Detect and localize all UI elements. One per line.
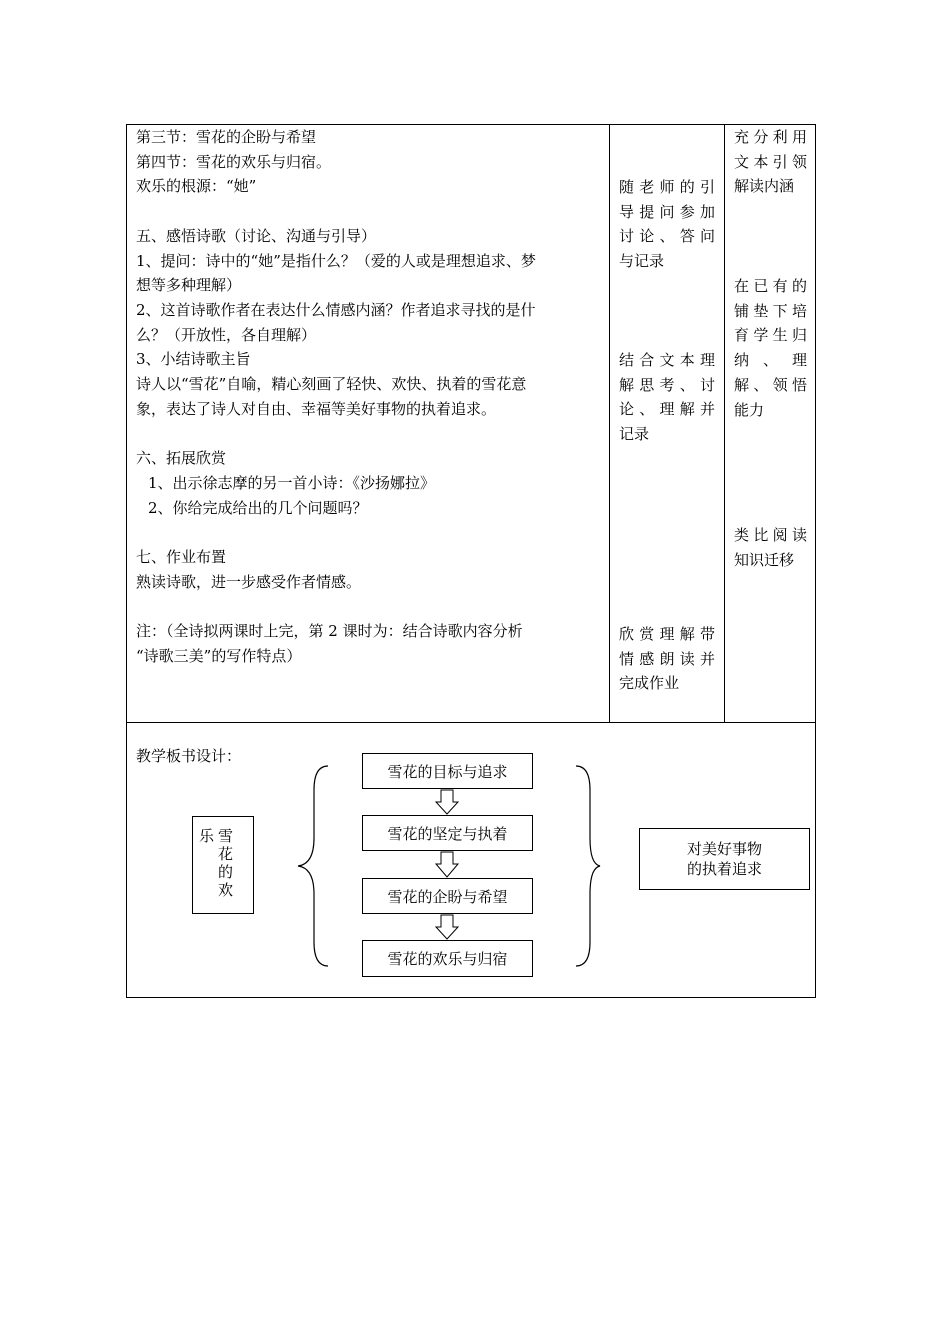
cell-line: 文本引领 [734,152,807,171]
content-line: 熟读诗歌，进一步感受作者情感。 [136,572,362,591]
cell-line: 论、理解并 [619,400,715,419]
content-line: 2、你给完成给出的几个问题吗？ [148,498,368,517]
cell-line: 解读内涵 [734,177,795,196]
left-char-5: 欢 [218,881,234,899]
cell-line: 情感朗读并 [619,649,715,668]
down-arrow-icon-3 [436,915,458,939]
right-brace [576,766,600,966]
board-step-3: 雪花的企盼与希望 [362,878,533,914]
content-line: “诗歌三美”的写作特点） [136,646,302,665]
cell-line: 导提问参加 [619,202,715,221]
content-line: 么？（开放性，各自理解） [136,325,317,344]
down-arrow-icon-1 [436,790,458,814]
down-arrow-icon-2 [436,852,458,877]
cell-line: 类比阅读 [734,526,807,544]
content-line: 1、提问：诗中的“她”是指什么？（爱的人或是理想追求、梦 [136,251,536,270]
content-line: 3、小结诗歌主旨 [136,350,251,369]
cell-line: 与记录 [619,252,665,271]
result-line-2: 的执着追求 [686,860,762,878]
content-line: 2、这首诗歌作者在表达什么情感内涵？作者追求寻找的是什 [136,300,536,319]
board-step-4: 雪花的欢乐与归宿 [362,940,533,977]
left-char-2: 雪 [218,827,234,845]
cell-line: 知识迁移 [734,550,795,569]
cell-line: 在已有的 [734,277,807,295]
cell-line: 讨论、答问 [619,227,715,246]
content-line: 想等多种理解） [136,276,242,295]
cell-line: 结合文本理 [619,351,715,369]
cell-line: 纳 、 理 [734,351,807,370]
content-line: 欢乐的根源：“她” [136,177,257,196]
content-line: 第四节：雪花的欢乐与归宿。 [136,152,332,171]
left-char-1: 乐 [199,827,215,845]
content-line: 注：（全诗拟两课时上完，第 2 课时为：结合诗歌内容分析 [136,622,523,640]
board-design-title: 教学板书设计： [136,747,242,765]
content-line: 第三节：雪花的企盼与希望 [136,128,317,146]
cell-line: 随老师的引 [619,178,715,196]
cell-line: 完成作业 [619,674,680,693]
content-line: 象，表达了诗人对自由、幸福等美好事物的执着追求。 [136,399,497,418]
result-line-1: 对美好事物 [686,840,762,858]
left-char-4: 的 [218,863,234,881]
board-step-2: 雪花的坚定与执着 [362,815,533,851]
content-line: 七、作业布置 [136,547,227,566]
cell-line: 铺垫下培 [734,301,807,320]
cell-line: 充分利用 [734,128,807,146]
left-brace [298,766,328,966]
cell-line: 育学生归 [734,326,807,345]
cell-line: 能力 [734,400,765,419]
cell-line: 解、领悟 [734,375,807,394]
left-char-3: 花 [218,845,234,863]
cell-line: 记录 [619,425,650,444]
cell-line: 欣赏理解带 [619,625,715,643]
content-line: 五、感悟诗歌（讨论、沟通与引导） [136,226,377,245]
content-line: 1、出示徐志摩的另一首小诗：《沙扬娜拉》 [148,473,436,492]
board-step-1: 雪花的目标与追求 [362,753,533,789]
content-line: 六、拓展欣赏 [136,449,227,468]
content-line: 诗人以“雪花”自喻，精心刻画了轻快、欢快、执着的雪花意 [136,375,527,394]
cell-line: 解思考、讨 [619,375,715,394]
